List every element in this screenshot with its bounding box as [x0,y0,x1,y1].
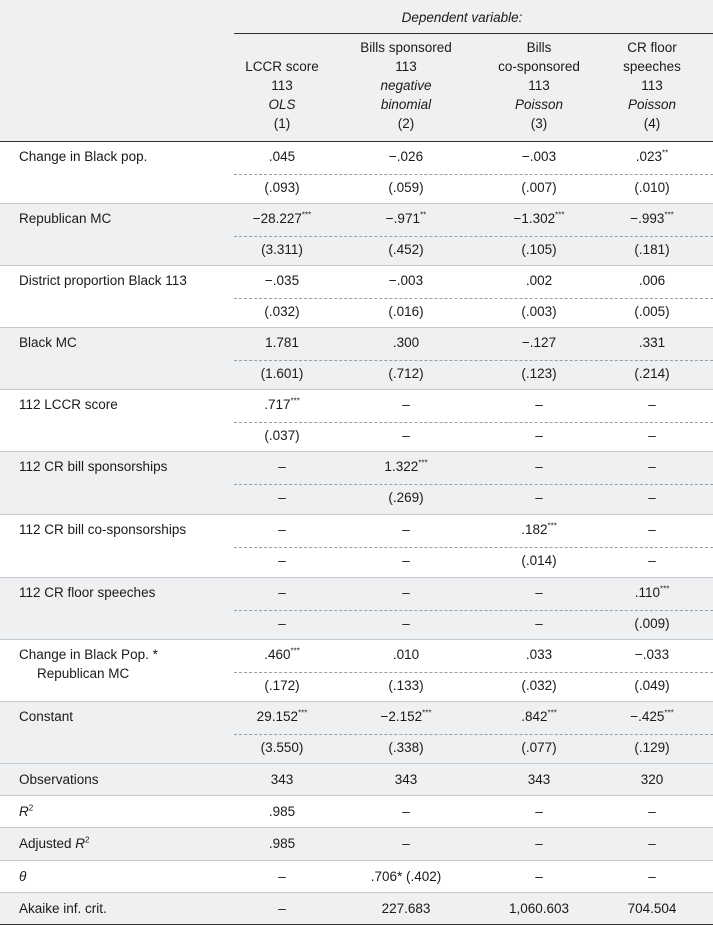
std-error-cell: – [648,490,656,505]
stat-value: – [535,869,543,884]
row-divider [234,547,713,548]
coefficient-cell: – [278,522,286,537]
coefficient-cell: – [402,585,410,600]
coefficient-cell: −.127 [521,335,557,350]
std-error-cell: (.181) [634,242,670,257]
header-subrule [234,33,713,34]
coefficient-cell: – [648,397,656,412]
column-header-line: negative [380,78,432,93]
row-rule [0,203,713,204]
coefficient-cell: .460*** [264,646,300,662]
coefficient-cell: .331 [638,335,666,350]
std-error-cell: (.712) [388,366,424,381]
std-error-cell: – [278,490,286,505]
coefficient-cell: .033 [525,647,553,662]
std-error-cell: (.007) [521,180,557,195]
coefficient-cell: −.035 [264,273,300,288]
stat-value: – [535,804,543,819]
coefficient-cell: – [535,397,543,412]
row-divider [234,484,713,485]
std-error-cell: (.014) [521,553,557,568]
column-header-line: Poisson [627,97,677,112]
coefficient-cell: −.026 [388,149,424,164]
std-error-cell: (.172) [264,678,300,693]
row-label: 112 CR bill co-sponsorships [19,522,187,537]
column-header-line: 113 [641,78,663,93]
row-label: Republican MC [19,211,112,226]
stat-value: – [648,804,656,819]
stat-value: 320 [640,772,664,787]
row-divider [234,174,713,175]
coefficient-cell: .002 [525,273,553,288]
row-label: District proportion Black 113 [19,273,187,288]
coefficient-cell: – [648,522,656,537]
std-error-cell: (.016) [388,304,424,319]
std-error-cell: (.059) [388,180,424,195]
stat-value: – [402,804,410,819]
coefficient-cell: −.003 [521,149,557,164]
row-band [0,828,713,861]
stat-value: 343 [527,772,551,787]
std-error-cell: (.093) [264,180,300,195]
stat-value: .985 [268,836,296,851]
coefficient-cell: 1.781 [265,335,299,350]
column-header-line: binomial [380,97,432,112]
std-error-cell: (3.311) [261,242,303,257]
row-divider [234,672,713,673]
row-rule [0,639,713,640]
row-rule [0,860,713,861]
std-error-cell: – [278,616,286,631]
coefficient-cell: .182*** [521,521,557,537]
std-error-cell: – [402,553,410,568]
std-error-cell: (.032) [521,678,557,693]
coefficient-cell: .023** [635,148,669,164]
std-error-cell: – [648,553,656,568]
coefficient-cell: – [648,459,656,474]
row-rule [0,451,713,452]
std-error-cell: (1.601) [260,366,304,381]
column-header-line: Bills [526,40,552,55]
coefficient-cell: −.425*** [630,708,674,724]
header-band [0,0,713,142]
row-label: Change in Black pop. [19,149,148,164]
row-divider [234,236,713,237]
std-error-cell: (.269) [388,490,424,505]
std-error-cell: – [278,553,286,568]
row-band [0,328,713,390]
row-label: Constant [19,709,74,724]
std-error-cell: (.009) [634,616,670,631]
coefficient-cell: .842*** [521,708,557,724]
row-divider [234,734,713,735]
header-bottom-rule [0,141,713,142]
stat-label: Observations [19,772,99,787]
std-error-cell: (3.550) [260,740,304,755]
std-error-cell: (.338) [388,740,424,755]
row-label: Change in Black Pop. * [19,647,158,662]
row-rule [0,763,713,764]
coefficient-cell: −.971** [385,210,427,226]
stat-label: Akaike inf. crit. [19,901,107,916]
row-rule [0,892,713,893]
row-label: 112 CR bill sponsorships [19,459,168,474]
coefficient-cell: −.003 [388,273,424,288]
coefficient-cell: .110*** [634,584,670,600]
coefficient-cell: .717*** [264,396,300,412]
std-error-cell: (.049) [634,678,670,693]
column-header-line: LCCR score [245,59,319,74]
column-header-line: (4) [643,116,661,131]
std-error-cell: – [648,428,656,443]
row-label: Republican MC [37,666,130,681]
row-rule [0,389,713,390]
std-error-cell: (.214) [634,366,670,381]
row-divider [234,360,713,361]
row-rule [0,265,713,266]
row-divider [234,298,713,299]
column-header-line: Bills sponsored [360,40,452,55]
stat-value: .706* (.402) [370,869,442,884]
row-rule [0,827,713,828]
column-header-line: Poisson [514,97,564,112]
std-error-cell: – [402,616,410,631]
std-error-cell: – [535,428,543,443]
coefficient-cell: −.033 [634,647,670,662]
coefficient-cell: −.993*** [630,210,674,226]
coefficient-cell: – [278,459,286,474]
coefficient-cell: 29.152*** [256,708,308,724]
stat-value: – [278,869,286,884]
row-band [0,764,713,796]
coefficient-cell: – [535,459,543,474]
stat-value: 704.504 [627,901,677,916]
std-error-cell: (.003) [521,304,557,319]
stat-value: 343 [270,772,294,787]
dependent-variable-heading: Dependent variable: [401,10,523,25]
coefficient-cell: .010 [392,647,420,662]
std-error-cell: – [535,490,543,505]
column-header-line: co-sponsored [498,59,580,74]
stat-value: – [535,836,543,851]
stat-label: $R^2$ [19,803,34,819]
coefficient-cell: .045 [268,149,296,164]
column-header-line: 113 [395,59,417,74]
row-rule [0,577,713,578]
row-divider [234,610,713,611]
stat-label: θ [19,869,27,884]
column-header-line: CR floor [627,40,677,55]
coefficient-cell: −1.302*** [513,210,565,226]
column-header-line: (1) [273,116,291,131]
column-header-line: 113 [528,78,550,93]
std-error-cell: (.037) [264,428,300,443]
stat-label: Adjusted $R^2$ [19,835,90,851]
row-label: Black MC [19,335,77,350]
coefficient-cell: .006 [638,273,666,288]
column-header-line: 113 [271,78,293,93]
column-header-line: OLS [268,97,296,112]
column-header-line: (2) [397,116,415,131]
coefficient-cell: – [278,585,286,600]
coefficient-cell: −28.227*** [252,210,312,226]
coefficient-cell: .300 [392,335,420,350]
row-rule [0,327,713,328]
coefficient-cell: – [535,585,543,600]
coefficient-cell: – [402,397,410,412]
std-error-cell: (.123) [521,366,557,381]
std-error-cell: – [535,616,543,631]
coefficient-cell: – [402,522,410,537]
stat-value: – [402,836,410,851]
std-error-cell: (.133) [388,678,424,693]
std-error-cell: (.452) [388,242,424,257]
stat-value: .985 [268,804,296,819]
row-band [0,893,713,925]
row-rule [0,701,713,702]
stat-value: 227.683 [381,901,431,916]
stat-value: – [648,836,656,851]
stat-value: – [278,901,286,916]
stat-value: 1,060.603 [508,901,570,916]
std-error-cell: (.129) [634,740,670,755]
std-error-cell: (.005) [634,304,670,319]
row-rule [0,795,713,796]
std-error-cell: (.032) [264,304,300,319]
stat-value: 343 [394,772,418,787]
coefficient-cell: −2.152*** [380,708,432,724]
std-error-cell: (.105) [521,242,557,257]
column-header-line: speeches [623,59,681,74]
std-error-cell: – [402,428,410,443]
coefficient-cell: 1.322*** [384,458,428,474]
row-rule [0,514,713,515]
row-label: 112 LCCR score [19,397,118,412]
std-error-cell: (.077) [521,740,557,755]
column-header-line: (3) [530,116,548,131]
row-divider [234,422,713,423]
row-band [0,702,713,764]
stat-value: – [648,869,656,884]
row-label: 112 CR floor speeches [19,585,156,600]
std-error-cell: (.010) [634,180,670,195]
